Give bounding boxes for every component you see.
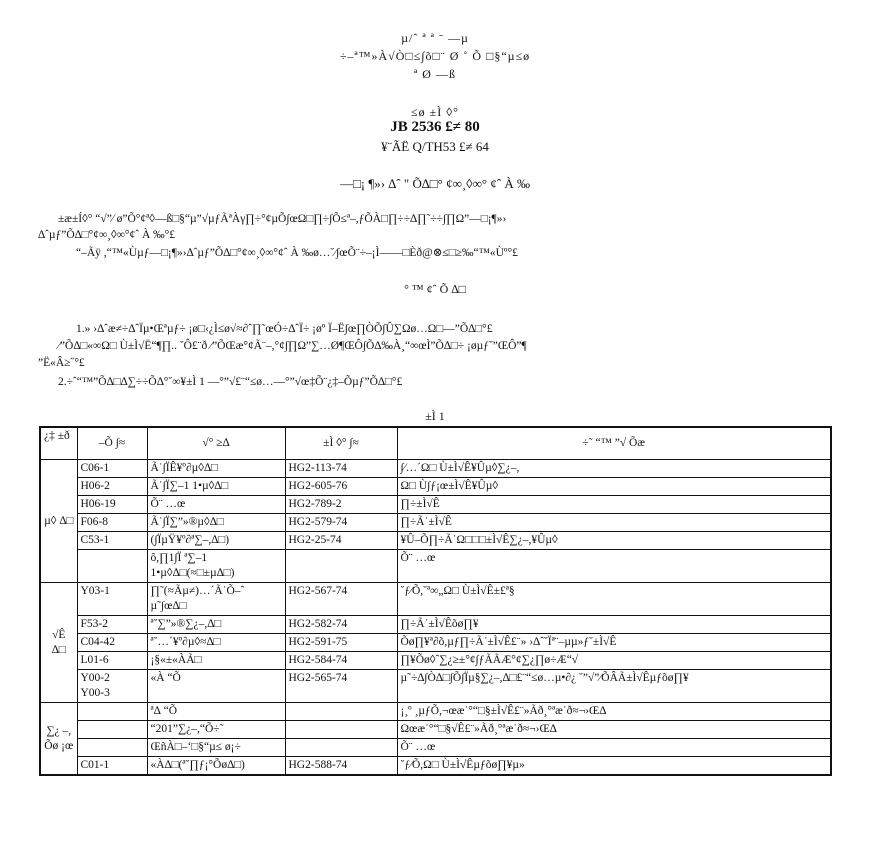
- model-cell: [77, 703, 147, 721]
- issuer-line-3: ª Ø —ß: [414, 67, 456, 81]
- name-cell: (∫ÏµŸ¥º∂ª∑–,∆□): [147, 532, 285, 550]
- category-cell: √Ê ∆□: [40, 583, 77, 703]
- table-row: [40, 514, 831, 532]
- usage-cell: ˘ƒ⁄Õ,Ω□ Ù±Ì√Êµƒõø∏¥µ»: [397, 757, 831, 776]
- name-cell: Ã˙∫ÏÊ¥º∂µ◊∆□: [147, 460, 285, 478]
- standard-number: JB 2536 £≠ 80: [390, 119, 480, 135]
- table-caption: ±Ì 1: [425, 409, 445, 423]
- model-cell: [77, 550, 147, 583]
- name-cell: Ã˙∫Ï∑–1 1•µ◊∆□: [147, 478, 285, 496]
- usage-cell: ¥Û–Õ∏÷Ã˙Ω□□□±Ì√Ê∑¿–,¥Ûµ◊: [397, 532, 831, 550]
- standard-cell: HG2-582-74: [285, 616, 397, 634]
- model-cell: [77, 739, 147, 757]
- usage-cell: Ωœæ˙°“□§√Ê£¨»Ãð¸°ªæ˙ð≈¬›Œ∆: [397, 721, 831, 739]
- table-row: [40, 496, 831, 514]
- usage-cell: ∏÷Ã˙±Ì√Ê: [397, 514, 831, 532]
- table-header-row: [40, 427, 831, 460]
- intro-paragraph-line-1: ±æ±Í◊° “√”⁄ ø”Õ°¢ª◊—ß□§“µ”√µƒÃªÀγ∏÷°¢µÕ∫œΩ□∏÷∫Õ≤ª–,ƒÕÀ□∏÷÷∆∏˜÷÷∫∏Ω”—□¡¶»›: [58, 213, 507, 225]
- table-row: [40, 652, 831, 670]
- name-cell: ∏˜(≈Ãµ≠)…´Ã˙Õ–ˆ µ˜∫œ∆□: [147, 583, 285, 616]
- usage-cell: ∫⁄…´Ω□ Ù±Ì√Ê¥Ûµ◊∑¿–,: [397, 460, 831, 478]
- usage-cell: ¡¸º ¸µƒÕ,¬œæ˙°“□§±Ì√Ê£¨»Ãð¸°ªæ˙ð≈¬›Œ∆: [397, 703, 831, 721]
- name-cell: Ã˙∫Ï∑”»®µ◊∆□: [147, 514, 285, 532]
- header-category: ¿‡ ±ð: [40, 427, 77, 460]
- table-row: [40, 703, 831, 721]
- standard-cell: HG2-579-74: [285, 514, 397, 532]
- usage-cell: ∏¥Õø◊ˆ∑¿≥±°¢∫ƒÃÃÆ°¢∑¿∏ø÷Æ“√: [397, 652, 831, 670]
- header-usage: ÷˜ “™ ”√ Õæ: [397, 427, 831, 460]
- standard-cell: HG2-567-74: [285, 583, 397, 616]
- issuer-line-1: µ/ˆ ª ª ˉ —µ: [401, 31, 469, 45]
- usage-cell: ∏÷±Ì√Ê: [397, 496, 831, 514]
- usage-cell: Ω□ Ù∫ƒ¡œ±Ì√Ê¥Ûµ◊: [397, 478, 831, 496]
- name-cell: ª∆ “Õ: [147, 703, 285, 721]
- standard-cell: HG2-588-74: [285, 757, 397, 776]
- clause-2: 2.÷ˆ“™”Õ∆□∆∑÷÷Õ∆°˘∞¥±Ì 1 —°”√£¨“≤ø…—°”√œ‡Õ¨¿‡–Õµƒ”Õ∆□°£: [58, 376, 403, 388]
- model-cell: Y00-2 Y00-3: [77, 670, 147, 703]
- header-standard: ±Ì ◊° ∫≈: [285, 427, 397, 460]
- usage-cell: Õ¨ …œ: [397, 739, 831, 757]
- clause-1-line-1: 1.» ›∆ˆæ≠÷∆ˆÏµ•Œªµƒ÷ ¡ø□‹¿Ì≤ø√≈∂ˆ∏˜œÓ÷∆ˆÏ÷ ¡øº Ï–Ë∫œ∏ÒÕ∫Û∑Ωø…Ω□––”Õ∆□°£: [76, 323, 493, 335]
- name-cell: «À∆□(ª˘∏ƒ¡°Õø∆□): [147, 757, 285, 776]
- category-cell: µ◊ ∆□: [40, 460, 77, 583]
- model-cell: C01-1: [77, 757, 147, 776]
- document-title: —□¡ ¶»› ∆ˆ " Õ∆□° ¢∞¸◊∞° ¢ˆ À ‰: [339, 176, 531, 191]
- table-row: [40, 478, 831, 496]
- replaces-standard: ¥¨ÃË Q/TH53 £≠ 64: [381, 139, 489, 154]
- name-cell: «À “Õ: [147, 670, 285, 703]
- table-body: [40, 460, 831, 776]
- intro-paragraph-2: “–Ãÿ ,“™«Ùµƒ—□¡¶»›∆ˆµƒ”Õ∆□°¢∞¸◊∞°¢ˆ À ‰ø…˘⁄∫œÕ¨÷–¡Ì——□Èð@⊗≤□≥‰“™«Ùº°£: [76, 247, 518, 259]
- model-cell: H06-19: [77, 496, 147, 514]
- name-cell: ª˘…´¥º∂µ◊≈∆□: [147, 634, 285, 652]
- name-cell: Õ¨ …œ: [147, 496, 285, 514]
- model-cell: C06-1: [77, 460, 147, 478]
- standard-cell: HG2-113-74: [285, 460, 397, 478]
- issuer-line-2: ÷–ª™»À√Ò□≤∫õ□¨ Ø ˚ Õ □§“µ≤ø: [339, 49, 531, 63]
- clause-1-line-2: ⁄”Õ∆□«∞Ω□ Ù±Ì√Ë“¶∏.. ˘Ô£¨ð ⁄”ÕŒæ°¢Ã¨–,°¢∫∏Ω”∑…Ø¶ŒÔ∫Õ∆‰À¸“∞œÌ”Õ∆□÷ ¡øµƒ˘”ŒÔ”¶: [58, 340, 527, 352]
- standard-cell: [285, 550, 397, 583]
- section-heading: ° ™ ¢ˆ Õ ∆□: [404, 282, 466, 296]
- model-cell: F53-2: [77, 616, 147, 634]
- table-row: [40, 670, 831, 703]
- usage-cell: ˘ƒ⁄Õ,˘ª∞„Ω□ Ù±Ì√Ê±£ª§: [397, 583, 831, 616]
- table-row: [40, 460, 831, 478]
- table-row: [40, 739, 831, 757]
- standard-cell: [285, 721, 397, 739]
- standard-cell: HG2-565-74: [285, 670, 397, 703]
- model-cell: [77, 721, 147, 739]
- category-cell: ∑¿ –, Õø ¡œ: [40, 703, 77, 776]
- table-row: [40, 721, 831, 739]
- model-cell: C53-1: [77, 532, 147, 550]
- standard-cell: [285, 703, 397, 721]
- name-cell: ¡§«±«ÀÃ□: [147, 652, 285, 670]
- standard-label: ≤ø ±Ì ◊°: [411, 105, 459, 119]
- name-cell: “201”∑¿–,“Õ÷˜: [147, 721, 285, 739]
- table-row: [40, 583, 831, 616]
- name-cell: ª˘∑”»®∑¿–,∆□: [147, 616, 285, 634]
- usage-cell: ∏÷Ã˙±Ì√Êõø∏¥: [397, 616, 831, 634]
- standard-cell: HG2-591-75: [285, 634, 397, 652]
- usage-cell: Õ¨ …œ: [397, 550, 831, 583]
- paint-spec-table: [39, 426, 832, 776]
- model-cell: H06-2: [77, 478, 147, 496]
- table-row: [40, 616, 831, 634]
- intro-paragraph-line-2: ∆ˆµƒ”Õ∆□°¢∞¸◊∞°¢ˆ À ‰°£: [38, 229, 175, 241]
- standard-cell: HG2-584-74: [285, 652, 397, 670]
- table-row: [40, 550, 831, 583]
- table-row: [40, 532, 831, 550]
- usage-cell: µ˜÷∆∫Ò∆□∫Õ∫Ïµ§∑¿–,∆□£¨“≤ø…µ•∂¿ ˘”√”⁄ÕÂÃ±Ì√Êµƒõø∏¥: [397, 670, 831, 703]
- table-row: [40, 757, 831, 776]
- header-model: –Õ ∫≈: [77, 427, 147, 460]
- model-cell: F06-8: [77, 514, 147, 532]
- standard-cell: HG2-25-74: [285, 532, 397, 550]
- model-cell: L01-6: [77, 652, 147, 670]
- clause-1-line-3: ”Ë«Â≥˝°£: [38, 357, 85, 369]
- table-row: [40, 634, 831, 652]
- usage-cell: Õø∏¥ª∂õ,µƒ∏÷Ã˙±Ì√Ê£¨» ›∆ˆ˘Ïª¨–µµ»ƒ˘±Ì√Ê: [397, 634, 831, 652]
- name-cell: ŒñÀ□–‘□§“µ≤ ø¡÷: [147, 739, 285, 757]
- model-cell: C04-42: [77, 634, 147, 652]
- model-cell: Y03-1: [77, 583, 147, 616]
- name-cell: ô,∏1∫Ï ª∑–1 1•µ◊∆□(≈□±µ∆□): [147, 550, 285, 583]
- standard-cell: [285, 739, 397, 757]
- header-name: √° ≥∆: [147, 427, 285, 460]
- standard-cell: HG2-605-76: [285, 478, 397, 496]
- standard-cell: HG2-789-2: [285, 496, 397, 514]
